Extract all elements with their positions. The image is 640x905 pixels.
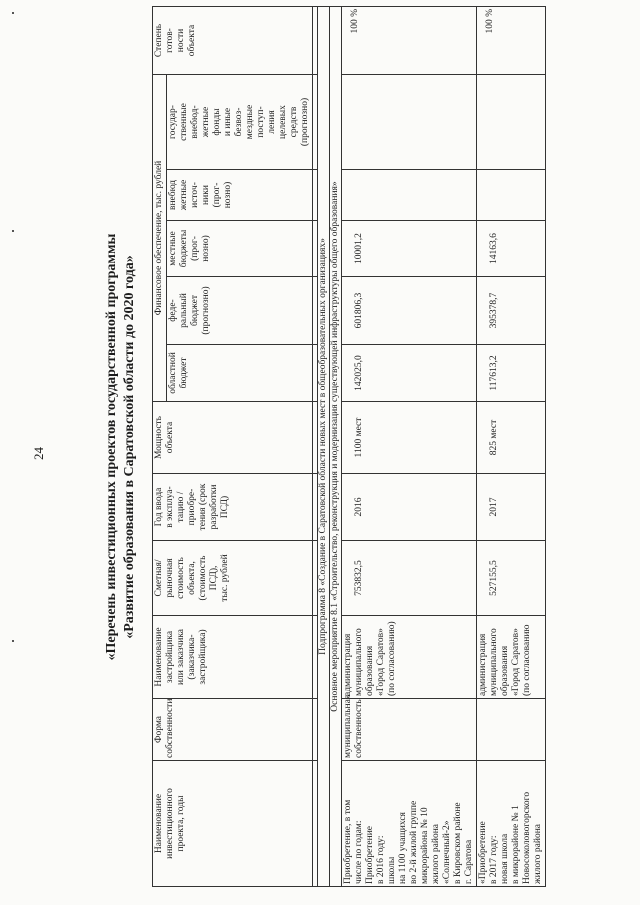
document-title: [103, 7, 147, 887]
extrabudgetary-cell: [342, 170, 477, 221]
header-project-name: Наименование инвестиционного проекта, годы: [153, 761, 313, 887]
rotated-document: [103, 7, 546, 887]
regional-budget-cell: 117613,2: [477, 345, 546, 402]
investment-projects-table: [152, 6, 546, 887]
header-extrabudgetary: внебюд жетные источ- ники (прог- нозно): [167, 170, 313, 221]
scan-mark: [12, 640, 14, 642]
header-federal-budget: феде- ральный бюджет (прогнозно): [167, 277, 313, 345]
state-funds-cell: [342, 75, 477, 170]
federal-budget-cell: 601806,3: [342, 277, 477, 345]
cost-cell: 527155,5: [477, 541, 546, 616]
ownership-cell: муниципальная собственность: [342, 699, 477, 761]
scan-mark: [12, 12, 14, 14]
capacity-cell: 825 мест: [477, 402, 546, 474]
scan-mark: [12, 230, 14, 232]
header-readiness: Степень готов- ности объекта: [153, 7, 313, 75]
main-measure-row: [330, 7, 342, 887]
developer-cell: администрация муниципального образования «Город Саратов» (по согласованию: [477, 616, 546, 699]
title-line-1: «Перечень инвестиционных проектов государственной программы: [104, 233, 119, 661]
ownership-cell: [477, 699, 546, 761]
table-row: [477, 7, 546, 887]
header-commission-year: Год ввода в эксплуа- тацию / приобре- тения (срок разработки ПСД): [153, 474, 313, 541]
regional-budget-cell: 142025,0: [342, 345, 477, 402]
header-cost: Сметная/ рыночная стоимость объекта, (стоимость ПСД), тыс. рублей: [153, 541, 313, 616]
local-budget-cell: 10001,2: [342, 221, 477, 277]
header-local-budgets: местные бюджеты (прог- нозно): [167, 221, 313, 277]
readiness-cell: 100 %: [477, 7, 546, 75]
capacity-cell: 1100 мест: [342, 402, 477, 474]
local-budget-cell: 14163,6: [477, 221, 546, 277]
header-developer: Наименование застройщика или заказчика (заказчика- застройщика): [153, 616, 313, 699]
cost-cell: 753832,5: [342, 541, 477, 616]
header-ownership: Форма собственности: [153, 699, 313, 761]
subprogram-title: Подпрограмма 8 «Создание в Саратовской области новых мест в общеобразовательных организациях»: [318, 7, 330, 887]
extrabudgetary-cell: [477, 170, 546, 221]
project-name-cell: Приобретение, в том числе по годам: Приобретение в 2016 году: школы на 1100 учащихся во 2-й жилой группе микрорайона № 10 жилого района «Солнечный-2» в Кировском районе г. Саратова: [342, 761, 477, 887]
year-cell: 2016: [342, 474, 477, 541]
subprogram-row: [318, 7, 330, 887]
federal-budget-cell: 395378,7: [477, 277, 546, 345]
header-capacity: Мощность объекта: [153, 402, 313, 474]
state-funds-cell: [477, 75, 546, 170]
readiness-cell: 100 %: [342, 7, 477, 75]
project-name-cell: «Приобретение в 2017 году: новая школа в микрорайоне № 1 Новосоколовогорского жилого района: [477, 761, 546, 887]
header-state-funds: государ- ственные внебюд- жетные фонды и иные безвоз- мездные поступ- ления целевых средств (прогнозно): [167, 75, 313, 170]
developer-cell: администрация муниципального образования «Город Саратов» (по согласованию): [342, 616, 477, 699]
main-measure-title: Основное мероприятие 8.1 «Строительство, реконструкция и модернизация существующей инфраструктуры общего образования»: [330, 7, 342, 887]
table-row: [342, 7, 477, 887]
page-number: 24: [31, 447, 46, 460]
year-cell: 2017: [477, 474, 546, 541]
header-regional-budget: областной бюджет: [167, 345, 313, 402]
title-line-2: «Развитие образования в Саратовской области до 2020 года»: [122, 255, 137, 639]
header-financing-group: Финансовое обеспечение, тыс. рублей: [153, 75, 167, 402]
